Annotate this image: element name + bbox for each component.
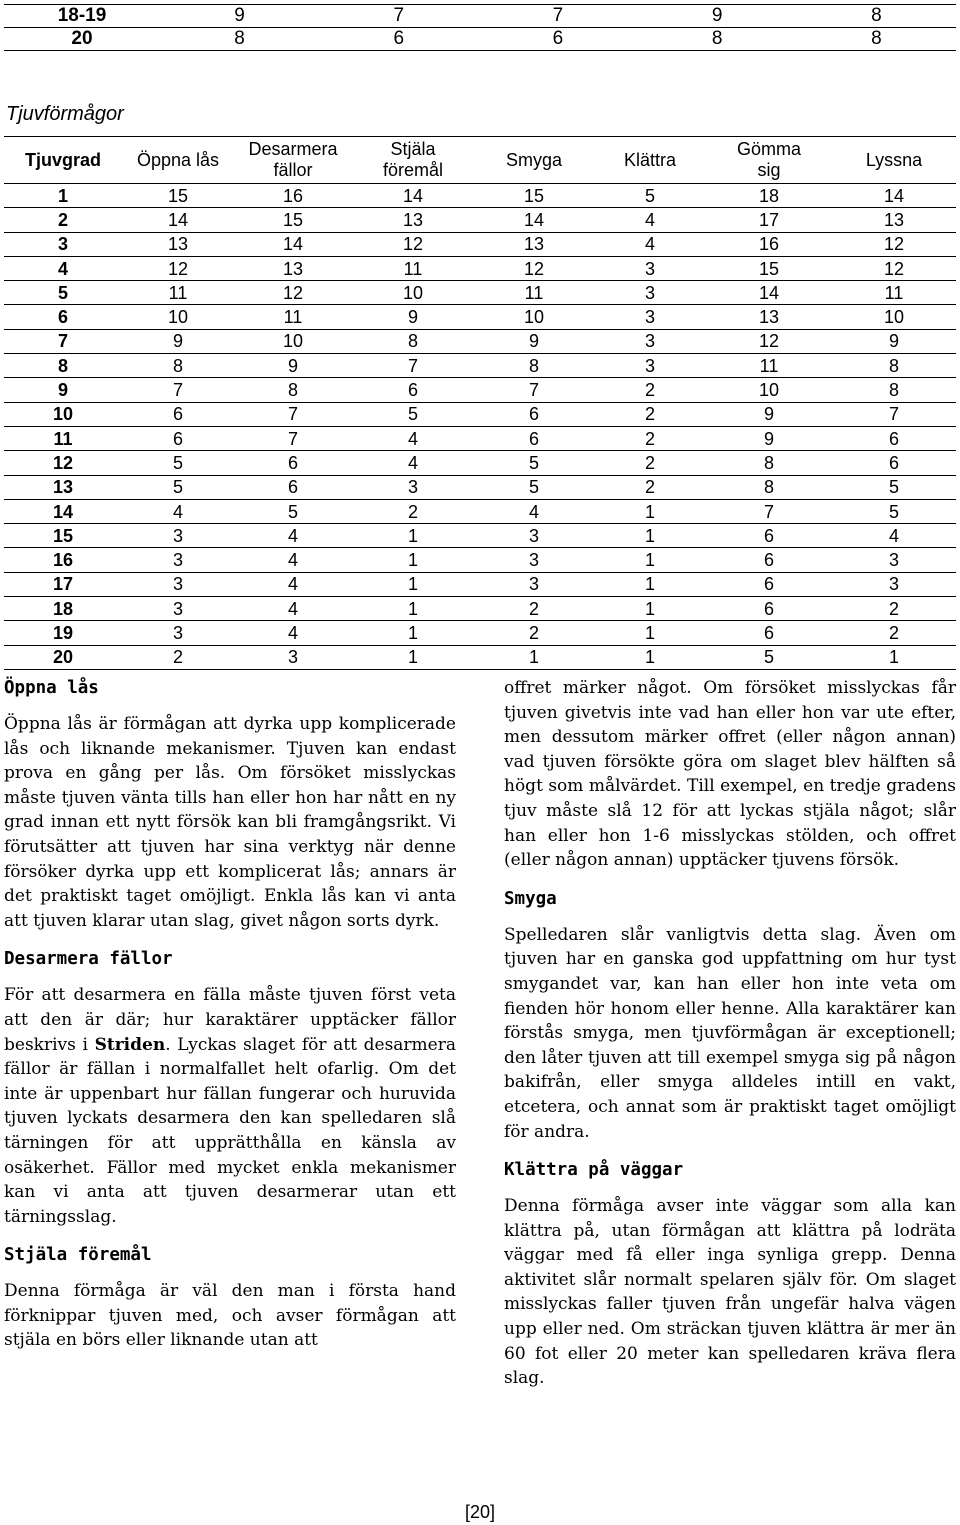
table-row: [4, 232, 956, 256]
value-cell: 1: [352, 645, 474, 669]
value-cell: 11: [352, 256, 474, 280]
table-row: [4, 208, 956, 232]
table-row: [4, 645, 956, 669]
value-cell: 8: [706, 451, 832, 475]
value-cell: 2: [474, 597, 594, 621]
right-column: [504, 676, 956, 1391]
text-stjala-continuation: offret märker något. Om försöket misslyckas får tjuven givetvis inte vad han eller hon var ute efter, men dessutom märker offret (eller någon annan) vad tjuven försökte göra om slaget blev hälften så högt som målvärdet. Till exempel, en tredje gradens tjuv måste slå 12 för att lyckas stjäla något; slår han eller hon 1-6 misslyckas stölden, och offret (eller någon annan) upptäcker tjuvens försök.: [504, 678, 956, 871]
value-cell: 13: [706, 305, 832, 329]
text-desarmera-before: För att desarmera en fälla måste tjuven först veta att den är där; hur karaktärer upptäcker fällor beskrivs i: [4, 985, 456, 1055]
value-cell: 6: [706, 597, 832, 621]
text-stjala-foremal: Denna förmåga är väl den man i första hand förknippar tjuven med, och avser förmågan att stjäla en börs eller liknande utan att: [4, 1281, 456, 1351]
column-header: Klättra: [594, 137, 706, 184]
value-cell: 13: [352, 208, 474, 232]
value-cell: 8: [797, 28, 956, 51]
value-cell: 8: [638, 28, 797, 51]
value-cell: 3: [594, 354, 706, 378]
grade-cell: 12: [4, 451, 122, 475]
value-cell: 6: [234, 451, 352, 475]
grade-cell: 13: [4, 475, 122, 499]
value-cell: 15: [122, 184, 234, 208]
value-cell: 11: [832, 281, 956, 305]
value-cell: 8: [832, 378, 956, 402]
value-cell: 5: [832, 475, 956, 499]
value-cell: 7: [319, 5, 478, 28]
value-cell: 5: [474, 451, 594, 475]
value-cell: 16: [234, 184, 352, 208]
value-cell: 13: [234, 256, 352, 280]
grade-cell: 20: [4, 28, 160, 51]
value-cell: 12: [832, 256, 956, 280]
value-cell: 15: [474, 184, 594, 208]
value-cell: 9: [706, 402, 832, 426]
table-row: [4, 499, 956, 523]
value-cell: 1: [594, 621, 706, 645]
value-cell: 11: [474, 281, 594, 305]
value-cell: 9: [638, 5, 797, 28]
grade-cell: 18-19: [4, 5, 160, 28]
text-smyga: Spelledaren slår vanligtvis detta slag. Även om tjuven har en ganska god uppfattning om hur tyst smygandet var, kan han eller hon inte veta om fienden hör honom eller henne. Alla karaktärer kan förstås smyga, men tjuvförmågan är exceptionell; den låter tjuven att till exempel smyga sig på någon bakifrån, eller smyga alldeles intill en vakt, etcetera, och annat som är praktiskt taget omöjligt för andra.: [504, 924, 956, 1142]
value-cell: 10: [122, 305, 234, 329]
value-cell: 12: [352, 232, 474, 256]
table-row: [4, 184, 956, 208]
value-cell: 9: [352, 305, 474, 329]
value-cell: 4: [234, 621, 352, 645]
column-header: Öppna lås: [122, 137, 234, 184]
value-cell: 13: [832, 208, 956, 232]
value-cell: 6: [706, 621, 832, 645]
value-cell: 2: [352, 499, 474, 523]
top-row: [4, 28, 956, 51]
value-cell: 18: [706, 184, 832, 208]
value-cell: 5: [474, 475, 594, 499]
value-cell: 7: [122, 378, 234, 402]
value-cell: 3: [122, 524, 234, 548]
table-row: [4, 329, 956, 353]
grade-cell: 19: [4, 621, 122, 645]
value-cell: 10: [832, 305, 956, 329]
table-row: [4, 475, 956, 499]
value-cell: 6: [122, 402, 234, 426]
value-cell: 10: [706, 378, 832, 402]
table-row: [4, 378, 956, 402]
left-column: [4, 676, 456, 1353]
value-cell: 12: [122, 256, 234, 280]
value-cell: 10: [234, 329, 352, 353]
table-row: [4, 572, 956, 596]
value-cell: 5: [706, 645, 832, 669]
value-cell: 1: [352, 621, 474, 645]
value-cell: 6: [706, 548, 832, 572]
table-row: [4, 524, 956, 548]
value-cell: 9: [474, 329, 594, 353]
section-title: Tjuvförmågor: [6, 103, 124, 125]
value-cell: 2: [474, 621, 594, 645]
value-cell: 2: [594, 378, 706, 402]
value-cell: 2: [832, 597, 956, 621]
value-cell: 13: [122, 232, 234, 256]
grade-cell: 2: [4, 208, 122, 232]
value-cell: 6: [474, 402, 594, 426]
value-cell: 8: [160, 28, 319, 51]
value-cell: 4: [352, 426, 474, 450]
value-cell: 12: [706, 329, 832, 353]
value-cell: 2: [594, 475, 706, 499]
heading-desarmera-fallor: Desarmera fällor: [4, 949, 173, 970]
table-row: [4, 621, 956, 645]
value-cell: 3: [122, 597, 234, 621]
grade-cell: 18: [4, 597, 122, 621]
value-cell: 1: [594, 548, 706, 572]
value-cell: 2: [832, 621, 956, 645]
value-cell: 10: [474, 305, 594, 329]
value-cell: 7: [234, 426, 352, 450]
value-cell: 4: [234, 524, 352, 548]
column-header: Gömma sig: [706, 137, 832, 184]
grade-cell: 20: [4, 645, 122, 669]
value-cell: 4: [234, 597, 352, 621]
value-cell: 9: [160, 5, 319, 28]
value-cell: 1: [474, 645, 594, 669]
grade-cell: 3: [4, 232, 122, 256]
value-cell: 14: [474, 208, 594, 232]
value-cell: 3: [122, 621, 234, 645]
value-cell: 3: [122, 572, 234, 596]
grade-cell: 11: [4, 426, 122, 450]
value-cell: 1: [352, 548, 474, 572]
table-row: [4, 354, 956, 378]
value-cell: 11: [122, 281, 234, 305]
value-cell: 7: [478, 5, 637, 28]
grade-cell: 5: [4, 281, 122, 305]
value-cell: 4: [594, 208, 706, 232]
value-cell: 3: [122, 548, 234, 572]
table-row: [4, 426, 956, 450]
heading-oppna-las: Öppna lås: [4, 678, 99, 698]
grade-cell: 17: [4, 572, 122, 596]
value-cell: 1: [594, 499, 706, 523]
heading-stjala-foremal: Stjäla föremål: [4, 1245, 152, 1266]
value-cell: 14: [832, 184, 956, 208]
value-cell: 4: [594, 232, 706, 256]
value-cell: 5: [122, 475, 234, 499]
value-cell: 7: [832, 402, 956, 426]
value-cell: 1: [594, 597, 706, 621]
value-cell: 11: [706, 354, 832, 378]
value-cell: 1: [352, 572, 474, 596]
heading-klattra: Klättra på väggar: [504, 1160, 684, 1181]
value-cell: 3: [594, 256, 706, 280]
value-cell: 5: [832, 499, 956, 523]
value-cell: 1: [352, 524, 474, 548]
value-cell: 6: [319, 28, 478, 51]
value-cell: 3: [594, 305, 706, 329]
value-cell: 13: [474, 232, 594, 256]
grade-cell: 9: [4, 378, 122, 402]
thief-abilities-table: [4, 136, 956, 670]
value-cell: 8: [474, 354, 594, 378]
value-cell: 9: [122, 329, 234, 353]
value-cell: 9: [706, 426, 832, 450]
value-cell: 7: [234, 402, 352, 426]
value-cell: 16: [706, 232, 832, 256]
top-continuation-table: [4, 4, 956, 51]
value-cell: 12: [474, 256, 594, 280]
grade-cell: 10: [4, 402, 122, 426]
value-cell: 2: [594, 402, 706, 426]
value-cell: 2: [594, 451, 706, 475]
value-cell: 9: [832, 329, 956, 353]
text-oppna-las: Öppna lås är förmågan att dyrka upp komplicerade lås och liknande mekanismer. Tjuven kan endast prova en gång per lås. Om försöket misslyckas måste tjuven vänta tills han eller hon har nått en ny grad innan ett nytt försök kan bli framgångsrikt. Vi förutsätter att tjuven har sina verktyg när denne försöker dyrka upp ett komplicerat lås; annars är det praktiskt taget omöjligt. Enkla lås kan vi anta att tjuven klarar utan slag, givet någon sorts dyrk.: [4, 714, 456, 931]
value-cell: 5: [352, 402, 474, 426]
table-row: [4, 305, 956, 329]
heading-smyga: Smyga: [504, 888, 557, 909]
value-cell: 3: [352, 475, 474, 499]
value-cell: 3: [832, 572, 956, 596]
value-cell: 6: [352, 378, 474, 402]
grade-cell: 6: [4, 305, 122, 329]
value-cell: 4: [122, 499, 234, 523]
column-header: Stjäla föremål: [352, 137, 474, 184]
value-cell: 11: [234, 305, 352, 329]
value-cell: 7: [352, 354, 474, 378]
value-cell: 10: [352, 281, 474, 305]
top-row: [4, 5, 956, 28]
value-cell: 1: [594, 572, 706, 596]
grade-cell: 1: [4, 184, 122, 208]
value-cell: 14: [352, 184, 474, 208]
value-cell: 12: [832, 232, 956, 256]
table-row: [4, 256, 956, 280]
value-cell: 14: [234, 232, 352, 256]
column-header: Smyga: [474, 137, 594, 184]
column-header: Lyssna: [832, 137, 956, 184]
value-cell: 5: [122, 451, 234, 475]
value-cell: 4: [474, 499, 594, 523]
text-klattra: Denna förmåga avser inte väggar som alla kan klättra på, utan förmågan att klättra på lodräta väggar med få eller inga synliga grepp. Denna aktivitet slår normalt spelaren själv för. Om slaget misslyckas faller tjuven från ungefär halva vägen upp eller ned. Om sträckan tjuven klättra är mer än 60 fot eller 20 meter kan spelledaren kräva flera slag.: [504, 1196, 956, 1389]
table-row: [4, 548, 956, 572]
value-cell: 6: [832, 451, 956, 475]
value-cell: 5: [234, 499, 352, 523]
value-cell: 3: [474, 524, 594, 548]
value-cell: 3: [832, 548, 956, 572]
grade-cell: 15: [4, 524, 122, 548]
value-cell: 12: [234, 281, 352, 305]
value-cell: 6: [122, 426, 234, 450]
value-cell: 8: [797, 5, 956, 28]
value-cell: 1: [832, 645, 956, 669]
value-cell: 2: [594, 426, 706, 450]
value-cell: 8: [352, 329, 474, 353]
value-cell: 2: [122, 645, 234, 669]
value-cell: 1: [352, 597, 474, 621]
value-cell: 4: [352, 451, 474, 475]
value-cell: 9: [234, 354, 352, 378]
value-cell: 3: [594, 329, 706, 353]
value-cell: 4: [832, 524, 956, 548]
value-cell: 1: [594, 645, 706, 669]
value-cell: 3: [594, 281, 706, 305]
value-cell: 14: [706, 281, 832, 305]
value-cell: 6: [832, 426, 956, 450]
value-cell: 6: [706, 572, 832, 596]
table-row: [4, 597, 956, 621]
value-cell: 3: [474, 548, 594, 572]
value-cell: 15: [234, 208, 352, 232]
value-cell: 4: [234, 548, 352, 572]
table-row: [4, 281, 956, 305]
value-cell: 3: [234, 645, 352, 669]
text-desarmera-fallor: [4, 983, 456, 1229]
grade-cell: 14: [4, 499, 122, 523]
value-cell: 1: [594, 524, 706, 548]
grade-cell: 16: [4, 548, 122, 572]
value-cell: 3: [474, 572, 594, 596]
value-cell: 7: [706, 499, 832, 523]
page-number: [20]: [464, 1502, 496, 1522]
value-cell: 8: [234, 378, 352, 402]
table-header-row: [4, 137, 956, 184]
value-cell: 6: [234, 475, 352, 499]
grade-cell: 7: [4, 329, 122, 353]
table-row: [4, 402, 956, 426]
value-cell: 6: [478, 28, 637, 51]
value-cell: 4: [234, 572, 352, 596]
value-cell: 14: [122, 208, 234, 232]
table-row: [4, 451, 956, 475]
value-cell: 8: [832, 354, 956, 378]
value-cell: 6: [474, 426, 594, 450]
text-desarmera-bold: Striden: [94, 1034, 166, 1055]
value-cell: 17: [706, 208, 832, 232]
column-header: Tjuvgrad: [4, 137, 122, 184]
value-cell: 15: [706, 256, 832, 280]
value-cell: 8: [706, 475, 832, 499]
grade-cell: 8: [4, 354, 122, 378]
value-cell: 7: [474, 378, 594, 402]
column-header: Desarmera fällor: [234, 137, 352, 184]
text-desarmera-after: . Lyckas slaget för att desarmera fällor är fällan i normalfallet helt ofarlig. Om det inte är uppenbart hur fällan fungerar och huruvida tjuven lyckats desarmera den kan spelledaren slå tärningen för att upprätthålla en känsla av osäkerhet. Fällor med mycket enkla mekanismer kan vi anta att tjuven desarmerar utan ett tärningsslag.: [4, 1034, 457, 1227]
value-cell: 5: [594, 184, 706, 208]
value-cell: 6: [706, 524, 832, 548]
value-cell: 8: [122, 354, 234, 378]
grade-cell: 4: [4, 256, 122, 280]
